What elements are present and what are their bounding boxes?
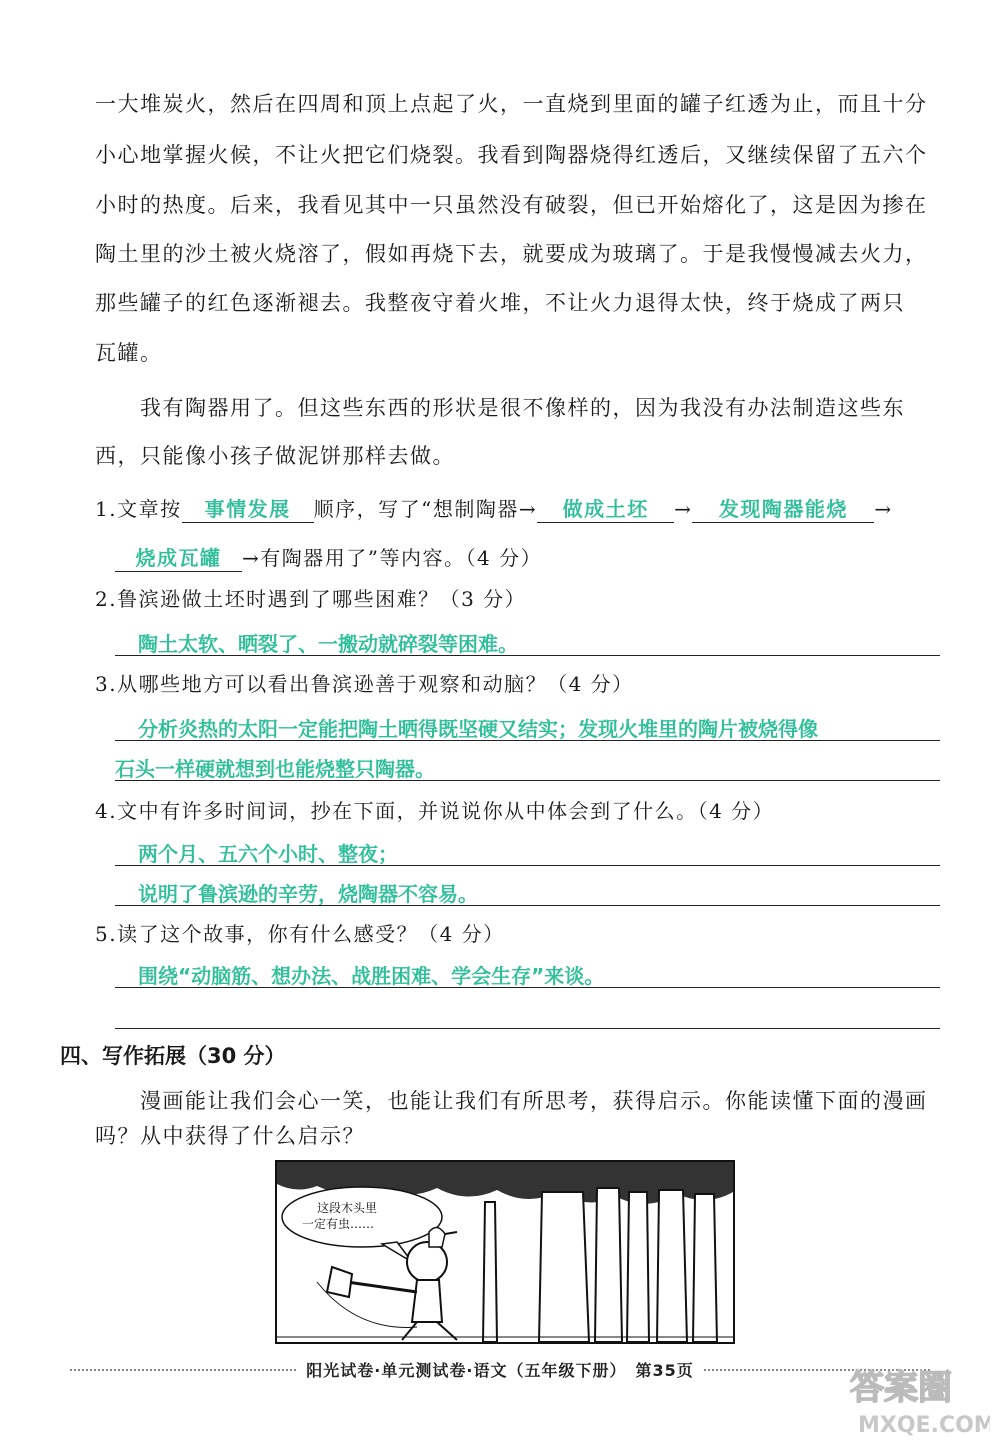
answer-rule — [115, 655, 940, 656]
q1-blank-2: 做成土坯 — [537, 493, 674, 523]
q1-arrow: → — [874, 497, 893, 521]
passage-line: 一大堆炭火，然后在四周和顶上点起了火，一直烧到里面的罐子红透为止，而且十分 — [95, 92, 928, 116]
question-2: 2.鲁滨逊做土坯时遇到了哪些困难？（3 分） — [95, 587, 527, 611]
q5-answer: 围绕“动脑筋、想办法、战胜困难、学会生存”来谈。 — [138, 964, 605, 988]
watermark-text-1: 答案圈 — [850, 1368, 952, 1408]
q2-answer: 陶土太软、晒裂了、一搬动就碎裂等困难。 — [138, 632, 518, 656]
section4-line-1: 漫画能让我们会心一笑，也能让我们有所思考，获得启示。你能读懂下面的漫画 — [140, 1089, 928, 1113]
answer-rule — [115, 1028, 940, 1029]
answer-rule — [115, 780, 940, 781]
q1-arrow: → — [674, 497, 693, 521]
watermark-text-2: MXQE.COM — [858, 1413, 990, 1438]
q4-answer-line-1: 两个月、五六个小时、整夜； — [138, 842, 398, 866]
footer-dots-left — [70, 1369, 296, 1371]
paragraph2-line2: 西，只能像小孩子做泥饼那样去做。 — [95, 444, 455, 468]
question-4: 4.文中有许多时间词，抄在下面，并说说你从中体会到了什么。（4 分） — [95, 799, 775, 823]
q1-blank-3: 发现陶器能烧 — [692, 493, 874, 523]
q1-mid: 顺序，写了“想制陶器→ — [313, 497, 538, 521]
section4-line-2: 吗？从中获得了什么启示？ — [95, 1124, 365, 1148]
q1-suffix: →有陶器用了”等内容。（4 分） — [242, 546, 543, 570]
passage-line: 小时的热度。后来，我看见其中一只虽然没有破裂，但已开始熔化了，这是因为掺在 — [95, 193, 928, 217]
bubble-text-1: 这段木头里 — [317, 1201, 378, 1215]
cartoon-drawing — [277, 1162, 733, 1342]
q3-answer-line-1: 分析炎热的太阳一定能把陶土晒得既坚硬又结实；发现火堆里的陶片被烧得像 — [138, 717, 818, 741]
page-footer — [60, 1358, 940, 1381]
question-5: 5.读了这个故事，你有什么感受？（4 分） — [95, 922, 505, 946]
watermark-logo — [840, 1354, 990, 1439]
question-1 — [95, 493, 940, 523]
q3-answer-line-2: 石头一样硬就想到也能烧整只陶器。 — [115, 757, 435, 781]
q1-blank-1: 事情发展 — [182, 493, 314, 523]
question-3: 3.从哪些地方可以看出鲁滨逊善于观察和动脑？（4 分） — [95, 672, 634, 696]
bubble-text-2: 一定有虫…… — [302, 1217, 375, 1231]
answer-rule — [115, 905, 940, 906]
footer-text: 阳光试卷·单元测试卷·语文（五年级下册） 第35页 — [306, 1361, 694, 1380]
passage-line: 陶土里的沙土被火烧溶了，假如再烧下去，就要成为玻璃了。于是我慢慢减去火力， — [95, 242, 928, 266]
answer-rule — [115, 987, 940, 988]
q1-prefix: 1.文章按 — [95, 497, 182, 521]
paragraph2-line1: 我有陶器用了。但这些东西的形状是很不像样的，因为我没有办法制造这些东 — [140, 396, 905, 420]
cartoon-illustration — [275, 1160, 735, 1344]
question-1-cont — [115, 542, 960, 572]
answer-rule — [115, 865, 940, 866]
watermark-graphic — [840, 1354, 990, 1439]
section-heading: 四、写作拓展（30 分） — [60, 1044, 286, 1068]
passage-line: 瓦罐。 — [95, 341, 163, 365]
answer-rule — [115, 740, 940, 741]
passage-line: 小心地掌握火候，不让火把它们烧裂。我看到陶器烧得红透后，又继续保留了五六个 — [95, 143, 928, 167]
passage-line: 那些罐子的红色逐渐褪去。我整夜守着火堆，不让火力退得太快，终于烧成了两只 — [95, 291, 905, 315]
q1-blank-4: 烧成瓦罐 — [115, 542, 242, 572]
q4-answer-line-2: 说明了鲁滨逊的辛劳，烧陶器不容易。 — [138, 882, 478, 906]
